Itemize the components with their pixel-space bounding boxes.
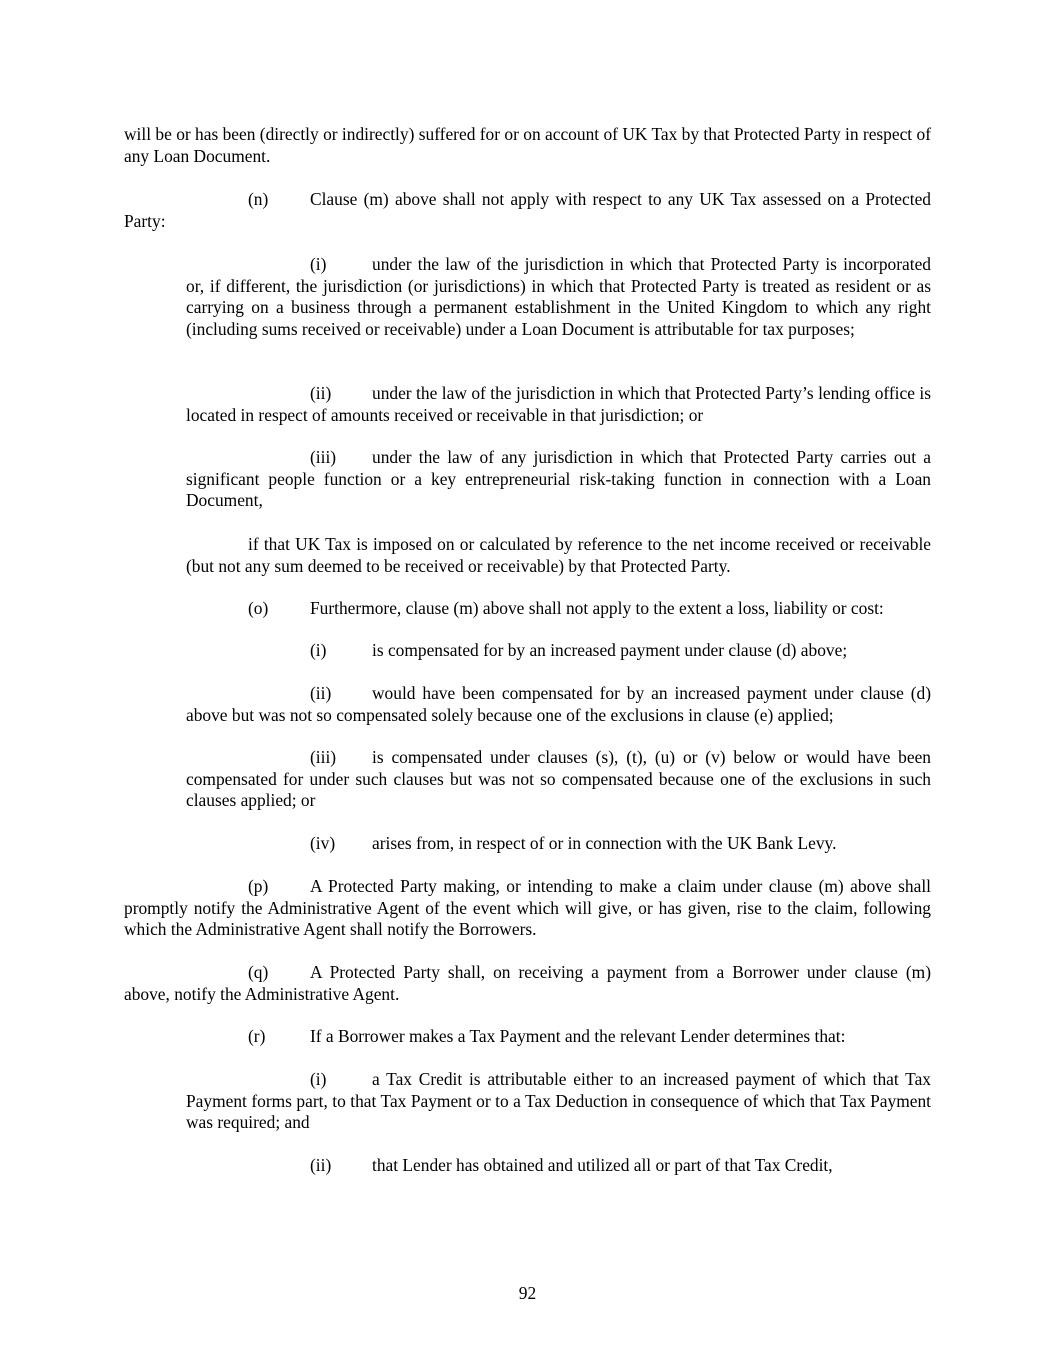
clause-text: arises from, in respect of or in connection with the UK Bank Levy.: [372, 833, 837, 853]
clause-n-i: [186, 254, 931, 341]
clause-text: that Lender has obtained and utilized all or part of that Tax Credit,: [372, 1155, 833, 1175]
clause-label: (o): [248, 598, 269, 618]
clause-text: under the law of any jurisdiction in which that Protected Party carries out a significant people function or a key entrepreneurial risk-taking function in connection with a Loan Document,: [186, 447, 931, 511]
clause-label: (i): [310, 1069, 327, 1089]
clause-p: [124, 876, 931, 941]
clause-r-i: [186, 1069, 931, 1134]
clause-o-iv: [186, 833, 931, 855]
clause-text: would have been compensated for by an increased payment under clause (d) above but was not so compensated solely because one of the exclusions in clause (e) applied;: [186, 683, 931, 725]
clause-label: (r): [248, 1026, 266, 1046]
clause-label: (p): [248, 876, 269, 896]
clause-text: A Protected Party shall, on receiving a payment from a Borrower under clause (m) above, notify the Administrative Agent.: [124, 962, 931, 1004]
clause-text: Clause (m) above shall not apply with respect to any UK Tax assessed on a Protected Party:: [124, 189, 931, 231]
clause-r-ii: [186, 1155, 931, 1177]
clause-label: (n): [248, 189, 269, 209]
clause-label: (iii): [310, 447, 337, 467]
clause-label: (i): [310, 254, 327, 274]
clause-o-i: [186, 640, 931, 662]
clause-label: (ii): [310, 683, 332, 703]
clause-n-tail: [186, 534, 931, 577]
clause-label: (ii): [310, 383, 332, 403]
clause-label: (ii): [310, 1155, 332, 1175]
clause-label: (iii): [310, 747, 337, 767]
clause-label: (i): [310, 640, 327, 660]
clause-q: [124, 962, 931, 1005]
clause-n-iii: [186, 447, 931, 512]
clause-n: [124, 189, 931, 232]
clause-text: is compensated under clauses (s), (t), (u) or (v) below or would have been compensated for under such clauses but was not so compensated because one of the exclusions in such clauses applied; or: [186, 747, 931, 811]
clause-text: under the law of the jurisdiction in which that Protected Party’s lending office is located in respect of amounts received or receivable in that jurisdiction; or: [186, 383, 931, 425]
clause-r: [124, 1026, 931, 1048]
clause-text: under the law of the jurisdiction in which that Protected Party is incorporated or, if different, the jurisdiction (or jurisdictions) in which that Protected Party is treated as resident or as carrying on a business through a permanent establishment in the United Kingdom to which any right (including sums received or receivable) under a Loan Document is attributable for tax purposes;: [186, 254, 931, 340]
clause-text: is compensated for by an increased payment under clause (d) above;: [372, 640, 848, 660]
clause-o: [124, 598, 931, 620]
page-number: 92: [518, 1283, 537, 1303]
clause-o-iii: [186, 747, 931, 812]
clause-text: A Protected Party making, or intending to make a claim under clause (m) above shall promptly notify the Administrative Agent of the event which will give, or has given, rise to the claim, following which the Administrative Agent shall notify the Borrowers.: [124, 876, 931, 940]
paragraph-m-continuation: [124, 124, 931, 167]
clause-text: a Tax Credit is attributable either to an increased payment of which that Tax Payment forms part, to that Tax Payment or to a Tax Deduction in consequence of which that Tax Payment was required; and: [186, 1069, 931, 1133]
clause-o-ii: [186, 683, 931, 726]
clause-text: If a Borrower makes a Tax Payment and the relevant Lender determines that:: [310, 1026, 846, 1046]
clause-label: (q): [248, 962, 269, 982]
paragraph-text: if that UK Tax is imposed on or calculated by reference to the net income received or receivable (but not any sum deemed to be received or receivable) by that Protected Party.: [186, 534, 931, 576]
clause-text: Furthermore, clause (m) above shall not apply to the extent a loss, liability or cost:: [310, 598, 884, 618]
paragraph-text: will be or has been (directly or indirectly) suffered for or on account of UK Tax by that Protected Party in respect of any Loan Document.: [124, 124, 931, 166]
clause-n-ii: [186, 383, 931, 426]
clause-label: (iv): [310, 833, 336, 853]
